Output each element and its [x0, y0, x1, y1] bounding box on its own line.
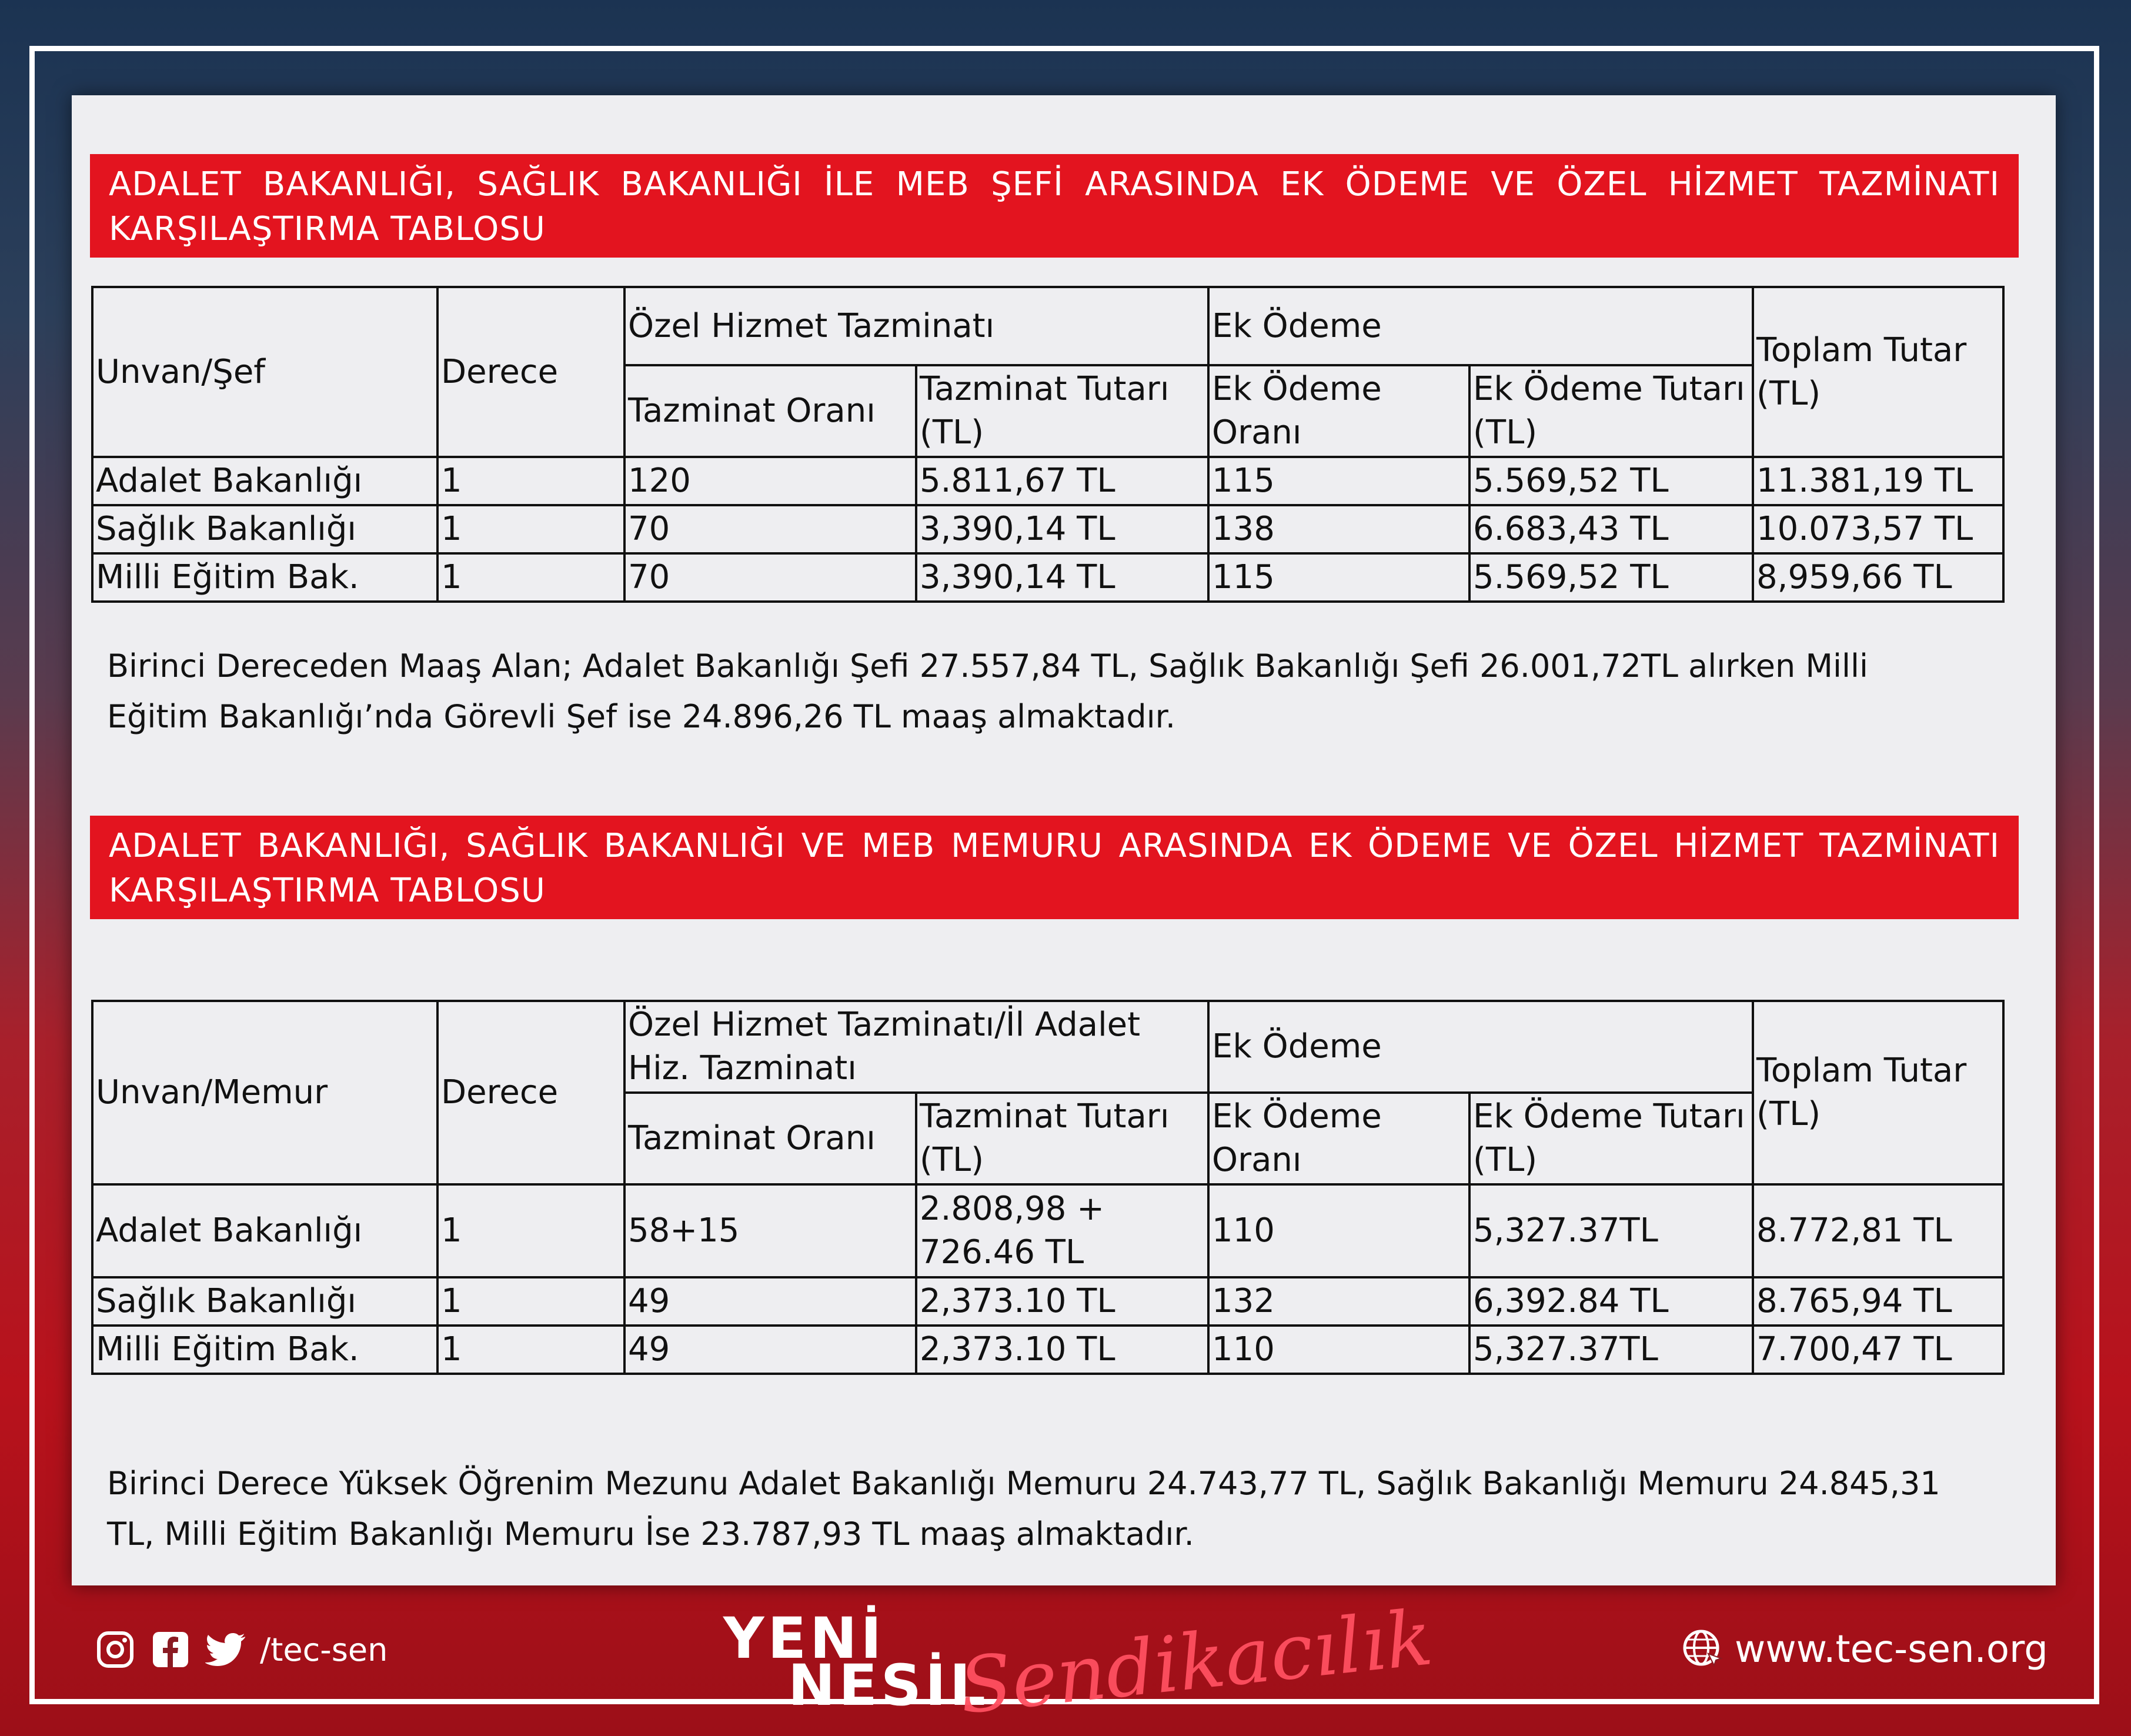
table-cell: 5.569,52 TL: [1469, 457, 1753, 505]
table1-header-tazminat-tutari: Tazminat Tutarı (TL): [916, 365, 1208, 457]
table-cell: 1: [437, 1277, 624, 1326]
table-cell: 70: [624, 553, 916, 602]
table-cell: 2,373.10 TL: [916, 1277, 1208, 1326]
table2-header-derece: Derece: [437, 1001, 624, 1184]
table-cell: 7.700,47 TL: [1753, 1326, 2003, 1374]
table-row: [92, 1184, 2003, 1277]
table2-header-ek-odeme-orani: Ek Ödeme Oranı: [1208, 1093, 1469, 1184]
table1-header-row-1: [92, 287, 2003, 365]
table-cell: 115: [1208, 457, 1469, 505]
table1-comparison: [91, 286, 2005, 603]
table-cell: 138: [1208, 505, 1469, 553]
table1-header-unvan: Unvan/Şef: [92, 287, 437, 457]
globe-icon: [1682, 1628, 1724, 1671]
social-handle[interactable]: /tec-sen: [260, 1631, 388, 1668]
table-cell: Sağlık Bakanlığı: [92, 1277, 437, 1326]
twitter-icon[interactable]: [205, 1628, 247, 1671]
table-cell: 49: [624, 1277, 916, 1326]
table2-comparison: [91, 1000, 2005, 1375]
table-cell: 10.073,57 TL: [1753, 505, 2003, 553]
table-cell: Adalet Bakanlığı: [92, 1184, 437, 1277]
table-cell: 1: [437, 457, 624, 505]
table-cell: 132: [1208, 1277, 1469, 1326]
table-cell: 3,390,14 TL: [916, 505, 1208, 553]
table2-header-toplam: Toplam Tutar (TL): [1753, 1001, 2003, 1184]
table-cell: 5,327.37TL: [1469, 1184, 1753, 1277]
table-cell: Milli Eğitim Bak.: [92, 1326, 437, 1374]
table-cell: 8,959,66 TL: [1753, 553, 2003, 602]
table-cell: 2,373.10 TL: [916, 1326, 1208, 1374]
table-cell: 70: [624, 505, 916, 553]
table1-header-toplam: Toplam Tutar (TL): [1753, 287, 2003, 457]
table2-header-ozel-hizmet: Özel Hizmet Tazminatı/İl Adalet Hiz. Tazminatı: [624, 1001, 1208, 1093]
table-cell: 1: [437, 505, 624, 553]
table-cell: 8.765,94 TL: [1753, 1277, 2003, 1326]
table-cell: 5.569,52 TL: [1469, 553, 1753, 602]
table1-header-ek-odeme-tutari: Ek Ödeme Tutarı (TL): [1469, 365, 1753, 457]
table-row: [92, 1326, 2003, 1374]
table2-header-tazminat-orani: Tazminat Oranı: [624, 1093, 916, 1184]
table1-header-ek-odeme-orani: Ek Ödeme Oranı: [1208, 365, 1469, 457]
table-cell: 5.811,67 TL: [916, 457, 1208, 505]
table-cell: 110: [1208, 1326, 1469, 1374]
table-row: [92, 505, 2003, 553]
table1-header-derece: Derece: [437, 287, 624, 457]
table-row: [92, 457, 2003, 505]
table2-header-unvan: Unvan/Memur: [92, 1001, 437, 1184]
table-row: [92, 1277, 2003, 1326]
table-cell: 1: [437, 1184, 624, 1277]
table-cell: 120: [624, 457, 916, 505]
table-cell: 8.772,81 TL: [1753, 1184, 2003, 1277]
table1-header-tazminat-orani: Tazminat Oranı: [624, 365, 916, 457]
table-cell: 2.808,98 + 726.46 TL: [916, 1184, 1208, 1277]
table-cell: 6,392.84 TL: [1469, 1277, 1753, 1326]
table-cell: Adalet Bakanlığı: [92, 457, 437, 505]
table-cell: Milli Eğitim Bak.: [92, 553, 437, 602]
table-cell: 58+15: [624, 1184, 916, 1277]
table1-header-ek-odeme: Ek Ödeme: [1208, 287, 1753, 365]
table-cell: 11.381,19 TL: [1753, 457, 2003, 505]
table-cell: 1: [437, 1326, 624, 1374]
instagram-icon[interactable]: [94, 1628, 136, 1671]
table2-title-banner: ADALET BAKANLIĞI, SAĞLIK BAKANLIĞI VE MEB MEMURU ARASINDA EK ÖDEME VE ÖZEL HİZMET TAZMİNATI KARŞILAŞTIRMA TABLOSU: [90, 816, 2019, 919]
website-link[interactable]: [1682, 1611, 2048, 1688]
facebook-icon[interactable]: [149, 1628, 192, 1671]
table-cell: 5,327.37TL: [1469, 1326, 1753, 1374]
table2-note: Birinci Derece Yüksek Öğrenim Mezunu Adalet Bakanlığı Memuru 24.743,77 TL, Sağlık Bakanlığı Memuru 24.845,31 TL, Milli Eğitim Bakanlığı Memuru İse 23.787,93 TL maaş almaktadır.: [107, 1465, 1940, 1553]
table-cell: 3,390,14 TL: [916, 553, 1208, 602]
table1-note: Birinci Dereceden Maaş Alan; Adalet Bakanlığı Şefi 27.557,84 TL, Sağlık Bakanlığı Şefi 26.001,72TL alırken Milli Eğitim Bakanlığı’nda Görevli Şef ise 24.896,26 TL maaş almaktadır.: [107, 647, 1868, 735]
table2-header-row-1: [92, 1001, 2003, 1093]
table-cell: 1: [437, 553, 624, 602]
table-cell: 110: [1208, 1184, 1469, 1277]
table2-header-tazminat-tutari: Tazminat Tutarı (TL): [916, 1093, 1208, 1184]
brand-script: Sendikacılık: [955, 1593, 1437, 1731]
brand-line1: YENİ: [723, 1605, 886, 1671]
table2-header-ek-odeme-tutari: Ek Ödeme Tutarı (TL): [1469, 1093, 1753, 1184]
website-url[interactable]: www.tec-sen.org: [1735, 1628, 2048, 1671]
table-cell: 49: [624, 1326, 916, 1374]
table-cell: 115: [1208, 553, 1469, 602]
table-row: [92, 553, 2003, 602]
brand-logo: [712, 1593, 1452, 1731]
table2-header-ek-odeme: Ek Ödeme: [1208, 1001, 1753, 1093]
table-cell: 6.683,43 TL: [1469, 505, 1753, 553]
table1-header-ozel-hizmet: Özel Hizmet Tazminatı: [624, 287, 1208, 365]
brand-line2: NESİL: [788, 1652, 989, 1718]
table1-title-banner: ADALET BAKANLIĞI, SAĞLIK BAKANLIĞI İLE MEB ŞEFİ ARASINDA EK ÖDEME VE ÖZEL HİZMET TAZMİNATI KARŞILAŞTIRMA TABLOSU: [90, 154, 2019, 258]
table-cell: Sağlık Bakanlığı: [92, 505, 437, 553]
social-links: [94, 1611, 388, 1688]
